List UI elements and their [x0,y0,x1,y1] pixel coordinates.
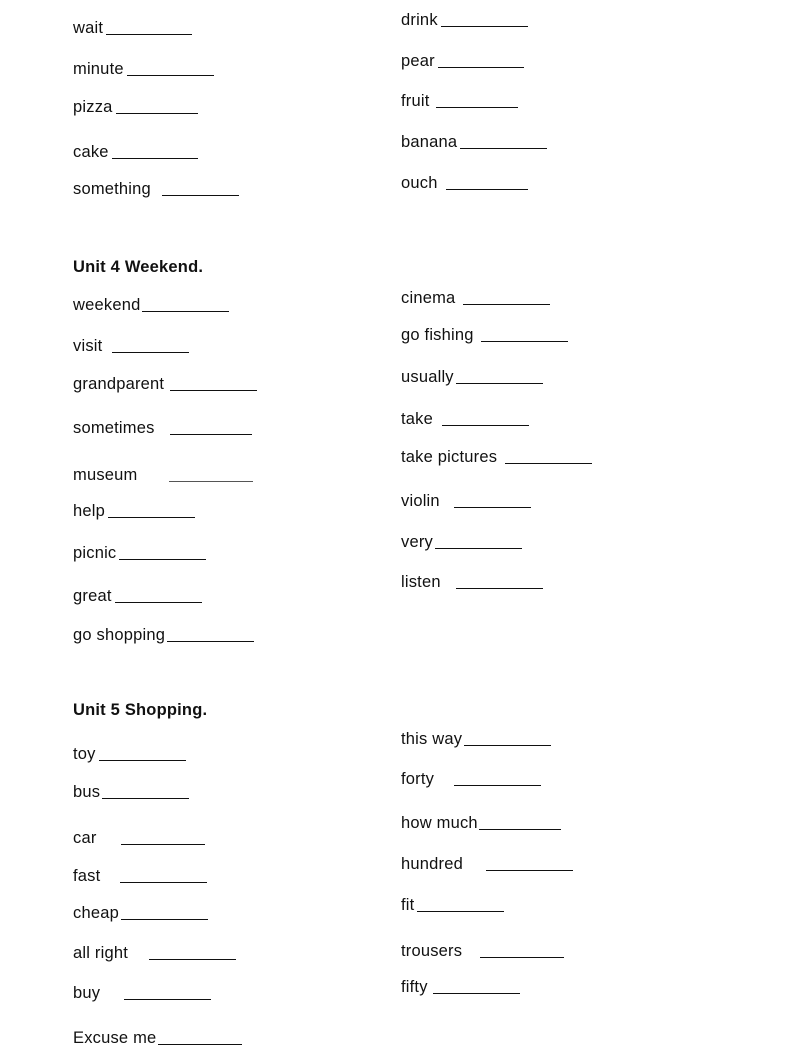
vocab-word: wait [73,19,104,37]
vocab-word: cake [73,143,109,161]
answer-blank[interactable] [464,745,551,746]
answer-blank[interactable] [112,352,189,353]
answer-blank[interactable] [441,26,528,27]
vocab-item [73,744,186,764]
answer-blank[interactable] [115,602,202,603]
answer-blank[interactable] [454,785,541,786]
answer-blank[interactable] [170,390,257,391]
answer-blank[interactable] [121,844,205,845]
answer-blank[interactable] [417,911,504,912]
vocab-item [73,625,254,645]
vocab-item [73,782,189,802]
vocab-item [73,983,211,1003]
answer-blank[interactable] [442,425,529,426]
vocab-word: take pictures [401,448,498,466]
vocab-item [73,336,189,356]
answer-blank[interactable] [479,829,561,830]
vocab-word: go shopping [73,626,166,644]
vocab-item [401,91,518,111]
vocab-item [73,179,239,199]
vocab-word: picnic [73,544,117,562]
vocab-item [73,1028,242,1048]
answer-blank[interactable] [169,481,253,482]
answer-blank[interactable] [435,548,522,549]
answer-blank[interactable] [112,158,198,159]
vocab-item [73,295,229,315]
vocab-word: something [73,180,151,198]
vocab-item [401,288,550,308]
answer-blank[interactable] [102,798,189,799]
vocab-item [73,903,208,923]
vocab-item [73,828,205,848]
vocab-item [401,572,543,592]
vocab-item [401,447,592,467]
vocab-word: drink [401,11,438,29]
vocab-word: go fishing [401,326,474,344]
answer-blank[interactable] [438,67,524,68]
vocab-item [73,18,192,38]
vocab-word: toy [73,745,96,763]
vocab-item [401,325,568,345]
vocab-word: pear [401,52,435,70]
vocab-word: forty [401,770,435,788]
vocab-item [401,532,522,552]
vocab-item [73,374,257,394]
vocab-word: help [73,502,105,520]
answer-blank[interactable] [170,434,252,435]
vocab-item [401,491,531,511]
answer-blank[interactable] [121,919,208,920]
vocab-word: fit [401,896,415,914]
answer-blank[interactable] [460,148,547,149]
vocab-item [401,367,543,387]
answer-blank[interactable] [127,75,214,76]
answer-blank[interactable] [119,559,206,560]
vocab-item [401,409,529,429]
vocab-item [401,10,528,30]
answer-blank[interactable] [99,760,186,761]
vocab-word: violin [401,492,440,510]
answer-blank[interactable] [505,463,592,464]
vocab-word: hundred [401,855,463,873]
vocab-item [401,977,520,997]
vocab-item [401,769,541,789]
answer-blank[interactable] [106,34,192,35]
vocab-item [401,132,547,152]
vocab-word: fruit [401,92,430,110]
vocab-item [401,813,561,833]
vocab-word: great [73,587,112,605]
vocab-item [401,729,551,749]
answer-blank[interactable] [436,107,518,108]
answer-blank[interactable] [456,383,543,384]
vocab-word: all right [73,944,128,962]
vocab-item [73,97,198,117]
answer-blank[interactable] [162,195,239,196]
answer-blank[interactable] [463,304,550,305]
answer-blank[interactable] [158,1044,242,1045]
vocab-word: Excuse me [73,1029,157,1047]
vocab-item [73,866,207,886]
vocab-word: listen [401,573,441,591]
vocab-item [73,59,214,79]
vocab-item [401,51,524,71]
vocab-word: visit [73,337,103,355]
vocab-word: ouch [401,174,438,192]
vocab-word: fast [73,867,101,885]
vocab-word: how much [401,814,478,832]
answer-blank[interactable] [446,189,528,190]
vocab-word: pizza [73,98,113,116]
vocab-word: this way [401,730,463,748]
vocab-word: trousers [401,942,463,960]
vocab-word: very [401,533,433,551]
vocab-word: cinema [401,289,456,307]
vocab-word: fifty [401,978,428,996]
vocab-word: take [401,410,433,428]
vocab-word: bus [73,783,101,801]
unit-heading: Unit 5 Shopping. [73,701,208,719]
answer-blank[interactable] [142,311,229,312]
vocab-item [73,943,236,963]
vocab-item [401,173,528,193]
vocab-word: car [73,829,97,847]
answer-blank[interactable] [480,957,564,958]
vocab-item [73,418,252,438]
answer-blank[interactable] [456,588,543,589]
vocab-item [73,543,206,563]
answer-blank[interactable] [433,993,520,994]
answer-blank[interactable] [454,507,531,508]
vocab-word: cheap [73,904,119,922]
answer-blank[interactable] [167,641,254,642]
vocab-item [401,941,564,961]
unit-heading: Unit 4 Weekend. [73,258,204,276]
vocab-item [401,895,504,915]
vocab-item [401,854,573,874]
vocab-item [73,586,202,606]
vocab-word: banana [401,133,458,151]
vocab-word: weekend [73,296,141,314]
answer-blank[interactable] [481,341,568,342]
vocab-word: sometimes [73,419,155,437]
vocab-word: museum [73,466,138,484]
answer-blank[interactable] [116,113,198,114]
answer-blank[interactable] [124,999,211,1000]
answer-blank[interactable] [120,882,207,883]
answer-blank[interactable] [149,959,236,960]
vocab-item [73,465,253,485]
vocab-item [73,501,195,521]
answer-blank[interactable] [108,517,195,518]
vocab-word: buy [73,984,101,1002]
vocab-word: usually [401,368,454,386]
vocab-word: grandparent [73,375,165,393]
vocab-item [73,142,198,162]
answer-blank[interactable] [486,870,573,871]
vocab-word: minute [73,60,124,78]
